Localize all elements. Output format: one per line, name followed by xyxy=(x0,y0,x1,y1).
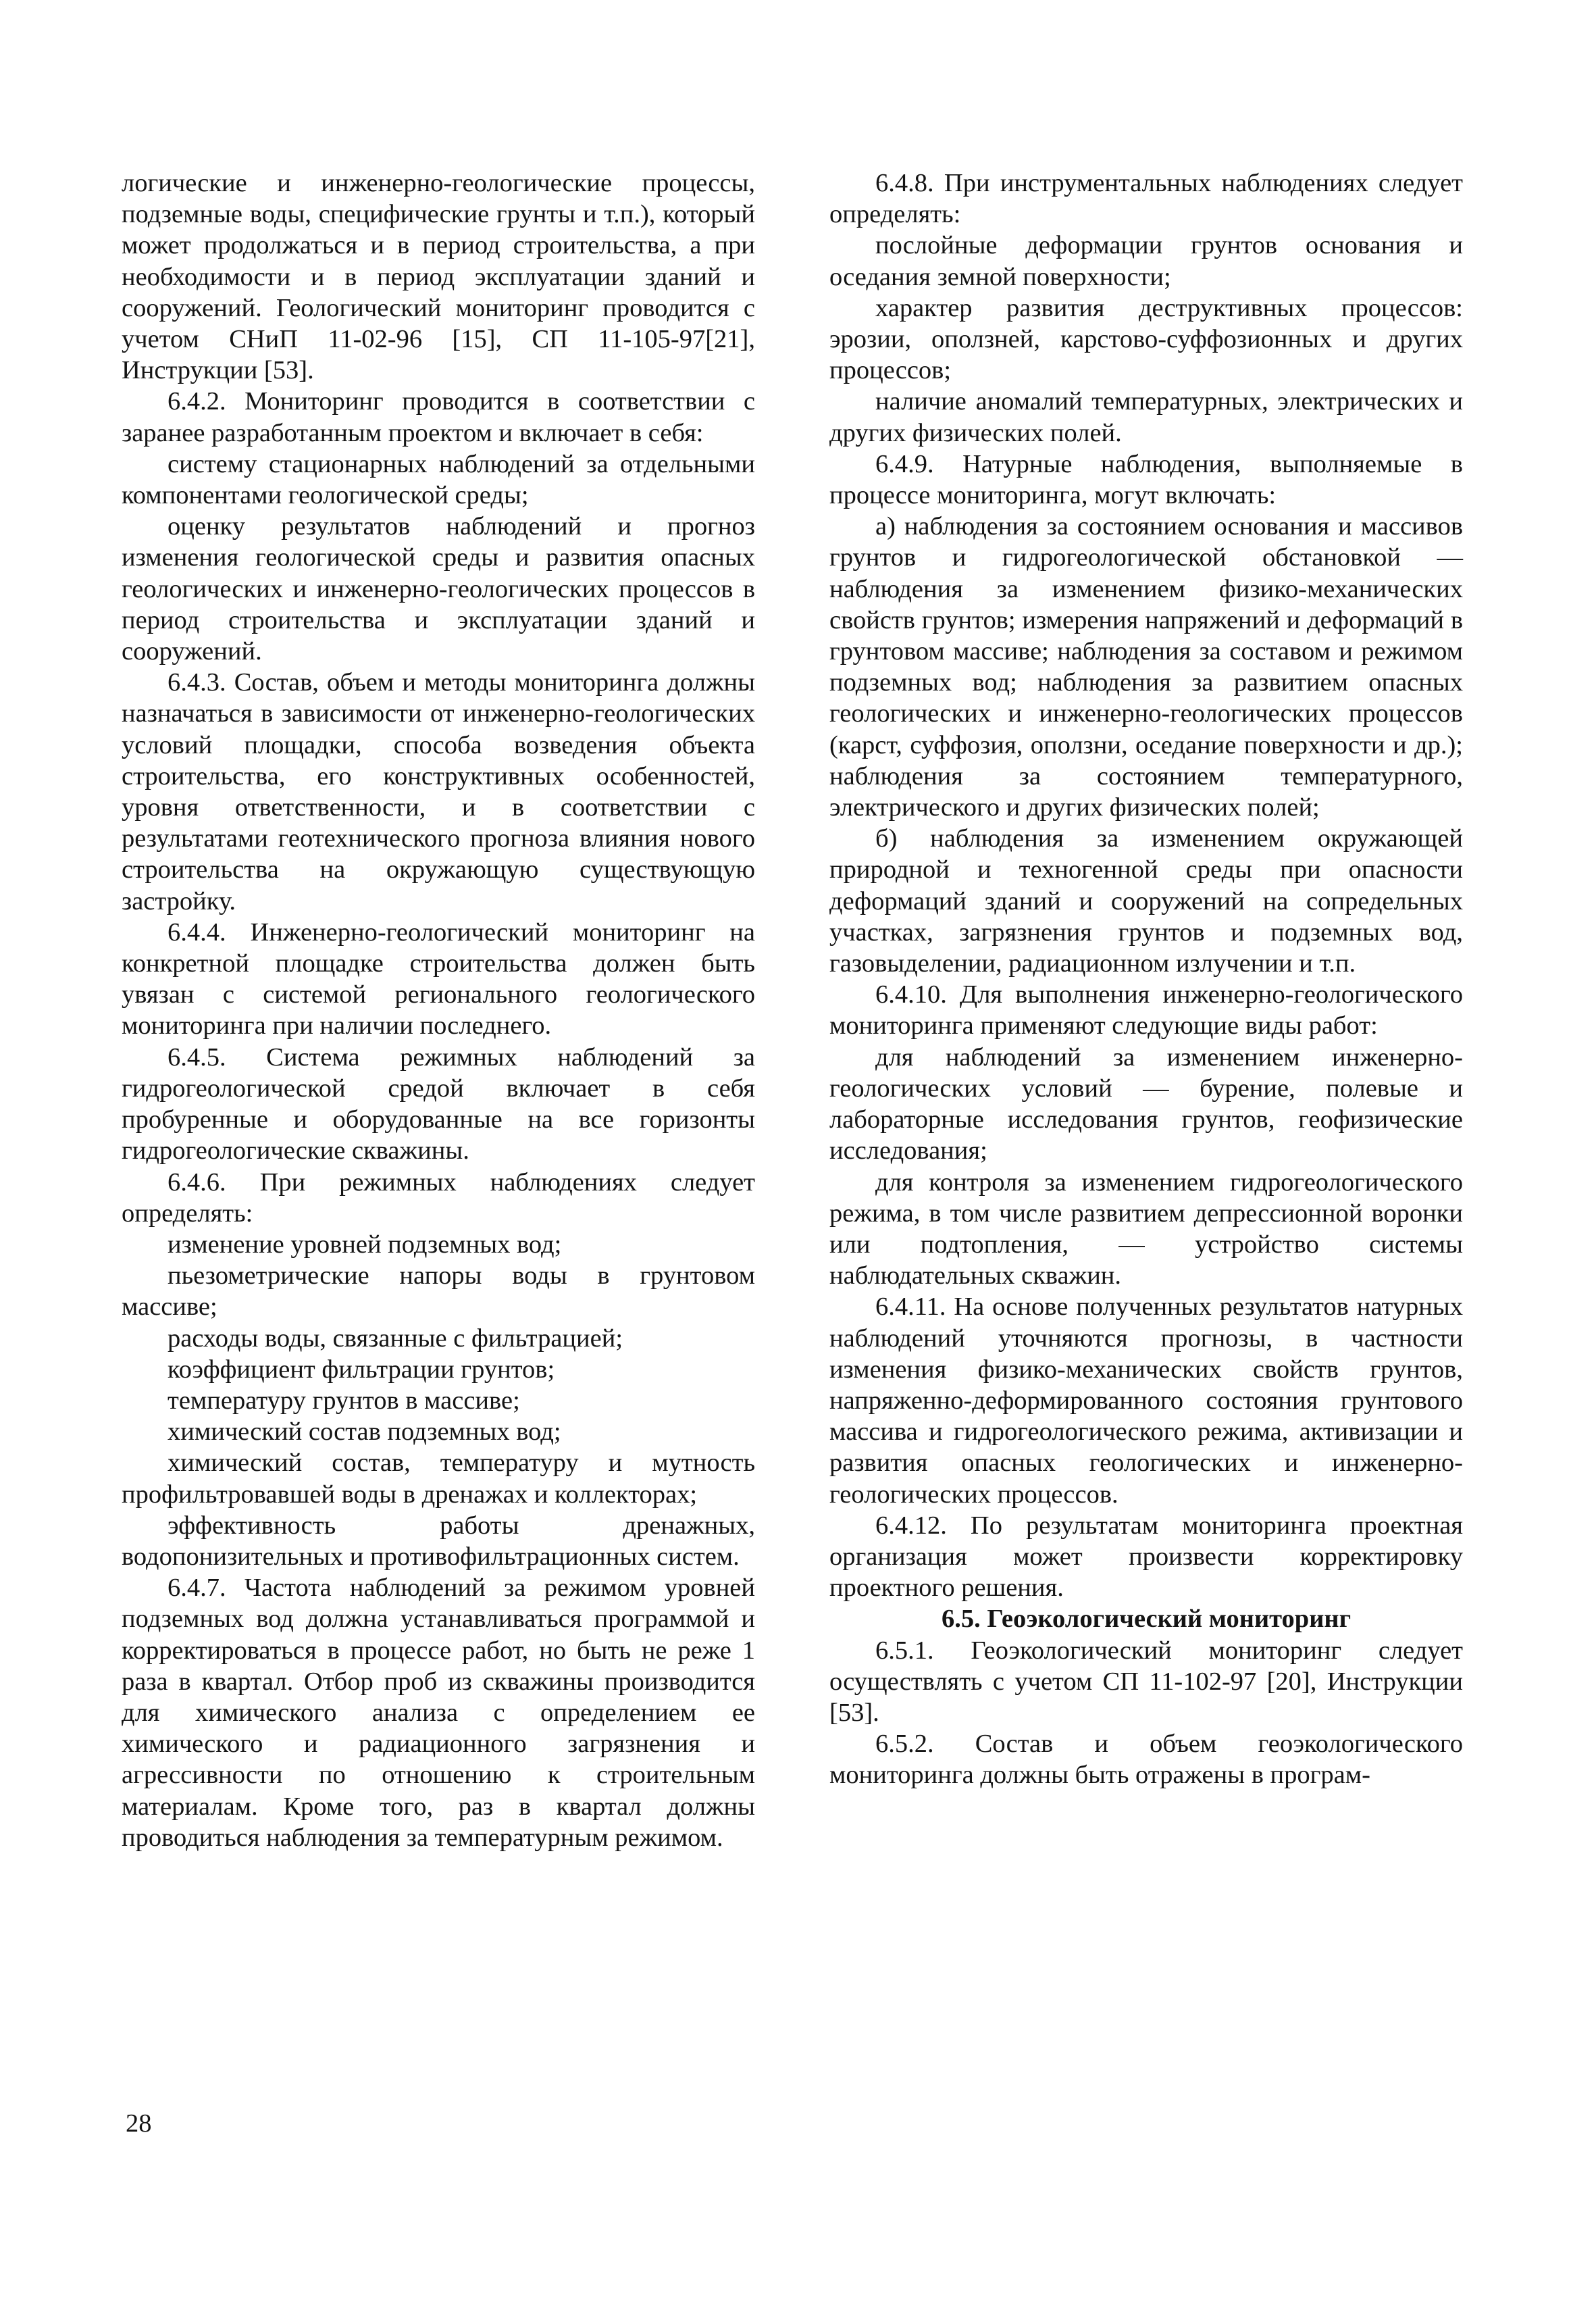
paragraph: изменение уровней подземных вод; xyxy=(168,1230,562,1259)
paragraph: 6.4.12. По результатам мониторинга проектная организация может произвести корректировку проектного решения. xyxy=(829,1511,1463,1603)
paragraph: 6.4.8. При инструментальных наблюдениях следует определять: xyxy=(829,169,1463,229)
page-number: 28 xyxy=(126,2109,152,2138)
paragraph: 6.4.6. При режимных наблюдениях следует определять: xyxy=(122,1167,755,1228)
paragraph: 6.4.9. Натурные наблюдения, выполняемые в процессе мониторинга, могут включать: xyxy=(829,449,1463,510)
paragraph: 6.4.11. На основе полученных результатов натурных наблюдений уточняются прогнозы, в частности изменения физико-механических свойств грунтов, напряженно-деформированного состояния грунтового массива и гидрогеологического режима, активизации и развития опасных геологических и инженерно-геологических процессов. xyxy=(829,1292,1463,1509)
paragraph: коэффициент фильтрации грунтов; xyxy=(168,1355,555,1384)
left-text-column xyxy=(122,168,755,1853)
paragraph: для наблюдений за изменением инженерно-геологических условий — бурение, полевые и лабораторные исследования грунтов, геофизические исследования; xyxy=(829,1042,1463,1165)
section-heading: 6.5. Геоэкологический мониторинг xyxy=(941,1605,1352,1634)
paragraph: 6.4.5. Система режимных наблюдений за гидрогеологической средой включает в себя пробуренные и оборудованные на все горизонты гидрогеологические скважины. xyxy=(122,1042,755,1165)
right-column-paragraphs-top xyxy=(829,168,1463,1603)
paragraph: наличие аномалий температурных, электрических и других физических полей. xyxy=(829,387,1463,447)
paragraph: химический состав подземных вод; xyxy=(168,1417,561,1447)
paragraph: эффективность работы дренажных, водопонизительных и противофильтрационных систем. xyxy=(122,1511,755,1571)
paragraph: а) наблюдения за состоянием основания и массивов грунтов и гидрогеологической обстановкой — наблюдения за изменением физико-механических свойств грунтов; измерения напряжений и деформаций в грунтовом массиве; наблюдения за составом и режимом подземных вод; наблюдения за развитием опасных геологических и инженерно-геологических процессов (карст, суффозия, оползни, оседание поверхности и др.); наблюдения за состоянием температурного, электрического и других физических полей; xyxy=(829,512,1463,822)
paragraph: 6.4.2. Мониторинг проводится в соответствии с заранее разработанным проектом и включает в себя: xyxy=(122,387,755,447)
right-column-paragraphs-bottom xyxy=(829,1635,1463,1791)
paragraph: характер развития деструктивных процессов: эрозии, оползней, карстово-суффозионных и других процессов; xyxy=(829,293,1463,385)
right-text-column xyxy=(829,168,1463,1791)
paragraph: 6.5.2. Состав и объем геоэкологического мониторинга должны быть отражены в програм- xyxy=(829,1730,1463,1790)
paragraph: оценку результатов наблюдений и прогноз изменения геологической среды и развития опасных геологических и инженерно-геологических процессов в период строительства и эксплуатации зданий и сооружений. xyxy=(122,512,755,666)
paragraph: систему стационарных наблюдений за отдельными компонентами геологической среды; xyxy=(122,449,755,510)
paragraph: пьезометрические напоры воды в грунтовом массиве; xyxy=(122,1261,755,1322)
paragraph: б) наблюдения за изменением окружающей природной и техногенной среды при опасности деформаций зданий и сооружений на сопредельных участках, загрязнения грунтов и подземных вод, газовыделении, радиационном излучении и т.п. xyxy=(829,824,1463,978)
paragraph: для контроля за изменением гидрогеологического режима, в том числе развитием депрессионной воронки или подтопления, — устройство системы наблюдательных скважин. xyxy=(829,1167,1463,1290)
paragraph: температуру грунтов в массиве; xyxy=(168,1386,520,1415)
paragraph: 6.4.10. Для выполнения инженерно-геологического мониторинга применяют следующие виды работ: xyxy=(829,980,1463,1040)
paragraph: 6.4.7. Частота наблюдений за режимом уровней подземных вод должна устанавливаться программой и корректироваться в процессе работ, но быть не реже 1 раза в квартал. Отбор проб из скважины производится для химического анализа с определением ее химического и радиационного загрязнения и агрессивности по отношению к строительным материалам. Кроме того, раз в квартал должны проводиться наблюдения за температурным режимом. xyxy=(122,1574,755,1852)
paragraph: 6.4.4. Инженерно-геологический мониторинг на конкретной площадке строительства должен быть увязан с системой регионального геологического мониторинга при наличии последнего. xyxy=(122,917,755,1040)
paragraph: логические и инженерно-геологические процессы, подземные воды, специфические грунты и т.п.), который может продолжаться и в период строительства, а при необходимости и в период эксплуатации зданий и сооружений. Геологический мониторинг проводится с учетом СНиП 11-02-96 [15], СП 11-105-97[21], Инструкции [53]. xyxy=(122,169,755,385)
paragraph: 6.4.3. Состав, объем и методы мониторинга должны назначаться в зависимости от инженерно-геологических условий площадки, способа возведения объекта строительства, его конструктивных особенностей, уровня ответственности, и в соответствии с результатами геотехнического прогноза влияния нового строительства на окружающую существующую застройку. xyxy=(122,668,755,915)
paragraph: 6.5.1. Геоэкологический мониторинг следует осуществлять с учетом СП 11-102-97 [20], Инструкции [53]. xyxy=(829,1636,1463,1727)
paragraph: расходы воды, связанные с фильтрацией; xyxy=(168,1324,623,1353)
paragraph: химический состав, температуру и мутность профильтровавшей воды в дренажах и коллекторах; xyxy=(122,1449,755,1509)
paragraph: послойные деформации грунтов основания и оседания земной поверхности; xyxy=(829,231,1463,291)
